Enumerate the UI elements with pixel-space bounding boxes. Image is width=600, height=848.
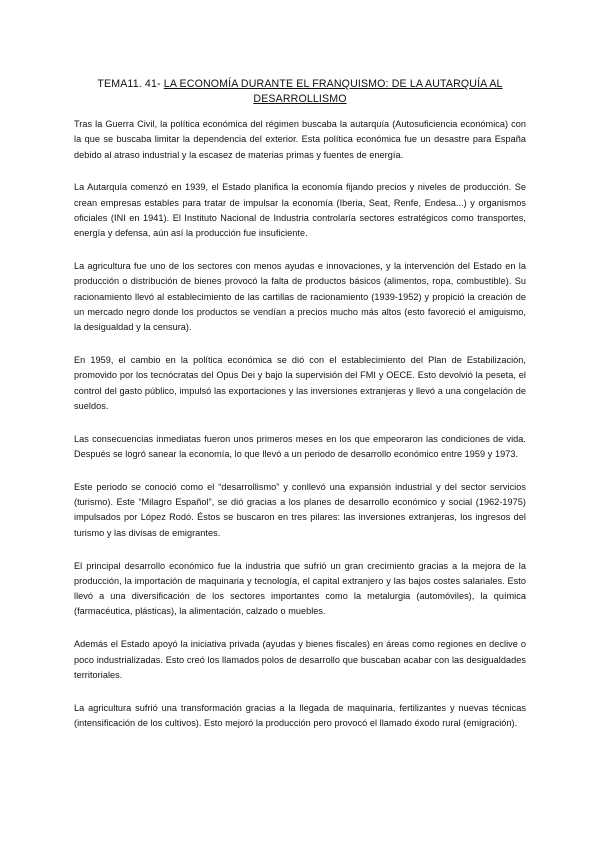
title-main: LA ECONOMÍA DURANTE EL FRANQUISMO: DE LA AUTARQUÍA AL DESARROLLISMO xyxy=(163,78,503,105)
paragraph-7: El principal desarrollo económico fue la industria que sufrió un gran crecimiento gracias a la mejora de la producción, la importación de maquinaria y tecnología, el capital extranjero y las bajos costes salariales. Esto llevó a una diversificación de los sectores importantes como la metalurgia (automóviles), la química (farmacéutica, plásticas), la alimentación, calzado o muebles. xyxy=(74,560,526,617)
paragraph-5: Las consecuencias inmediatas fueron unos primeros meses en los que empeoraron las condiciones de vida. Después se logró sanear la economía, lo que llevó a un periodo de desarrollo económico entre 1959 y 1973. xyxy=(74,433,526,460)
document-body xyxy=(74,117,526,749)
paragraph-6: Este periodo se conoció como el “desarrollismo” y conllevó una expansión industrial y del sector servicios (turismo). Este “Milagro Español”, se dió gracias a los planes de desarrollo económico y social (1962-1975) impulsados por López Rodó. Éstos se buscaron en tres pilares: las inversiones extranjeras, los ingresos del turismo y las divisas de emigrantes. xyxy=(74,481,526,538)
paragraph-1: Tras la Guerra Civil, la política económica del régimen buscaba la autarquía (Autosuficiencia económica) con la que se buscaba limitar la dependencia del exterior. Esta política económica fue un desastre para España debido al atraso industrial y la escasez de materias primas y fuentes de energía. xyxy=(74,119,526,160)
paragraph-3: La agricultura fue uno de los sectores con menos ayudas e innovaciones, y la intervención del Estado en la producción o distribución de bienes provocó la falta de productos básicos (alimentos, ropa, combustible). Su racionamiento llevó al establecimiento de las cartillas de racionamiento (1939-1952) y propició la creación de un mercado negro donde los productos se vendían a precios mucho más altos (esto favoreció el amiguismo, la desigualdad y la censura). xyxy=(74,261,526,333)
paragraph-9: La agricultura sufrió una transformación gracias a la llegada de maquinaria, fertilizantes y nuevas técnicas (intensificación de los cultivos). Esto mejoró la producción pero provocó el llamado éxodo rural (emigración). xyxy=(74,702,526,728)
title-prefix: TEMA11. 41- xyxy=(97,78,164,90)
paragraph-8: Además el Estado apoyó la iniciativa privada (ayudas y bienes fiscales) en áreas como regiones en declive o poco industrializadas. Esto creó los llamados polos de desarrollo que buscaban acabar con las desigualdades territoriales. xyxy=(74,639,526,680)
page-title xyxy=(74,77,526,107)
paragraph-4: En 1959, el cambio en la política económica se dió con el establecimiento del Plan de Estabilización, promovido por los tecnócratas del Opus Dei y bajo la supervisión del FMI y OECE. Esto devolvió la peseta, el control del gasto público, impulsó las exportaciones y las inversiones extranjeras y llevó a una congelación de sueldos. xyxy=(74,355,526,411)
paragraph-2: La Autarquía comenzó en 1939, el Estado planifica la economía fijando precios y niveles de producción. Se crean empresas estables para tratar de impulsar la economía (Iberia, Seat, Renfe, Endesa...) y organismos oficiales (INI en 1941). El Instituto Nacional de Industria controlaría sectores estratégicos como transportes, energía y defensa, aún así la producción fue insuficiente. xyxy=(74,182,526,239)
